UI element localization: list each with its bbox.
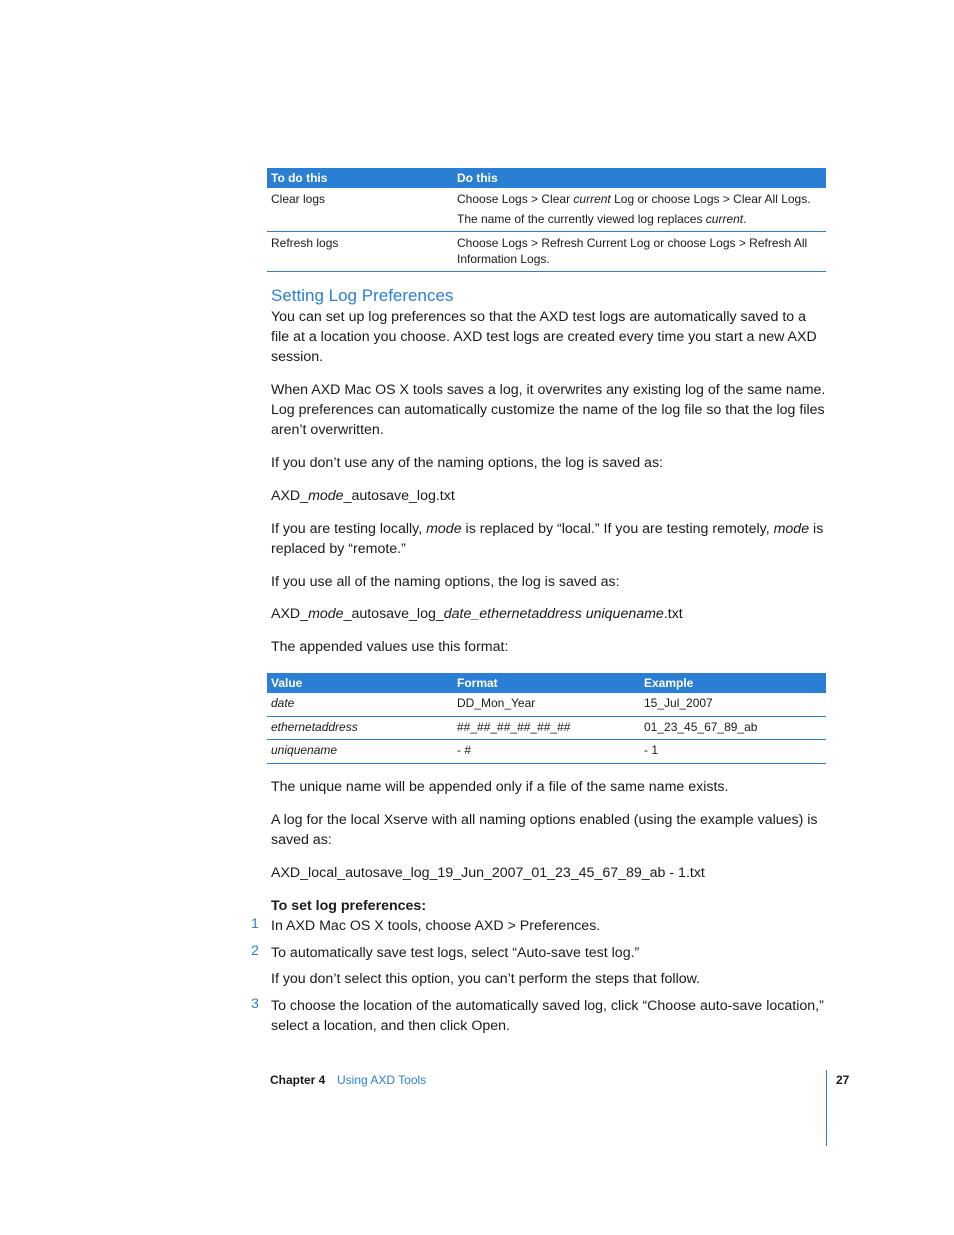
- table-row: [267, 717, 826, 740]
- table-row: [267, 188, 826, 232]
- page-number: 27: [836, 1073, 850, 1087]
- all-options-paragraph: If you use all of the naming options, the log is saved as:: [271, 574, 620, 590]
- action-cell: Choose Logs > Refresh Current Log or choose Logs > Refresh All: [457, 236, 808, 250]
- no-options-paragraph: If you don’t use any of the naming options, the log is saved as:: [271, 455, 663, 471]
- table-row: [267, 232, 826, 272]
- header-dothis: Do this: [457, 171, 498, 185]
- footer-divider: [826, 1070, 827, 1146]
- filename-example: AXD_local_autosave_log_19_Jun_2007_01_23_45_67_89_ab - 1.txt: [271, 865, 705, 881]
- value-cell: date: [271, 696, 295, 710]
- header-format: Format: [457, 676, 498, 690]
- format-cell: ##_##_##_##_##_##: [457, 720, 571, 734]
- format-paragraph: The appended values use this format:: [271, 639, 509, 655]
- example-paragraph: A log for the local Xserve with all naming options enabled (using the example values) is saved as:: [271, 812, 818, 848]
- step-text: In AXD Mac OS X tools, choose AXD > Preferences.: [271, 918, 601, 934]
- format-cell: DD_Mon_Year: [457, 696, 536, 710]
- step-text: To automatically save test logs, select “Auto-save test log.”: [271, 945, 640, 961]
- steps-heading: To set log preferences:: [271, 898, 427, 914]
- step-number: 2: [251, 943, 259, 959]
- header-example: Example: [644, 676, 694, 690]
- filename-full: AXD_mode_autosave_log_date_ethernetaddress uniquename.txt: [271, 606, 683, 622]
- example-cell: 01_23_45_67_89_ab: [644, 720, 758, 734]
- example-cell: - 1: [644, 743, 659, 757]
- format-cell: - #: [457, 743, 472, 757]
- header-value: Value: [271, 676, 303, 690]
- format-table: [267, 673, 826, 764]
- tasks-table-header: [267, 168, 826, 188]
- footer-chapter: Chapter 4: [270, 1073, 326, 1087]
- section-heading: Setting Log Preferences: [271, 286, 454, 305]
- value-cell: ethernetaddress: [271, 720, 358, 734]
- overwrite-paragraph: When AXD Mac OS X tools saves a log, it overwrites any existing log of the same name. Log preferences can automatically customize the name of the log file so that the log files aren’t overwritten.: [271, 382, 826, 438]
- action-cell: Choose Logs > Clear current Log or choose Logs > Clear All Logs.: [457, 192, 811, 206]
- unique-name-paragraph: The unique name will be appended only if a file of the same name exists.: [271, 779, 729, 795]
- header-todo: To do this: [271, 171, 328, 185]
- task-cell: Refresh logs: [271, 236, 339, 250]
- step-number: 3: [251, 996, 259, 1012]
- action-note: The name of the currently viewed log replaces current.: [457, 212, 747, 226]
- step-note: If you don’t select this option, you can’t perform the steps that follow.: [271, 971, 701, 987]
- step-text: To choose the location of the automatically saved log, click “Choose auto-save location,” select a location, and then click Open.: [271, 998, 824, 1034]
- tasks-table: [267, 168, 826, 272]
- task-cell: Clear logs: [271, 192, 326, 206]
- table-row: [267, 693, 826, 717]
- action-cell-cont: Information Logs.: [457, 252, 550, 266]
- filename-default: AXD_mode_autosave_log.txt: [271, 488, 455, 504]
- value-cell: uniquename: [271, 743, 338, 757]
- mode-paragraph: If you are testing locally, mode is replaced by “local.” If you are testing remotely, mode is replaced by “remote.”: [271, 521, 824, 557]
- footer-chapter-title: Using AXD Tools: [337, 1073, 427, 1087]
- intro-paragraph: You can set up log preferences so that the AXD test logs are automatically saved to a file at a location you choose. AXD test logs are created every time you start a new AXD session.: [271, 309, 817, 365]
- format-table-header: [267, 673, 826, 693]
- step-number: 1: [251, 916, 259, 932]
- example-cell: 15_Jul_2007: [644, 696, 713, 710]
- table-row: [267, 740, 826, 764]
